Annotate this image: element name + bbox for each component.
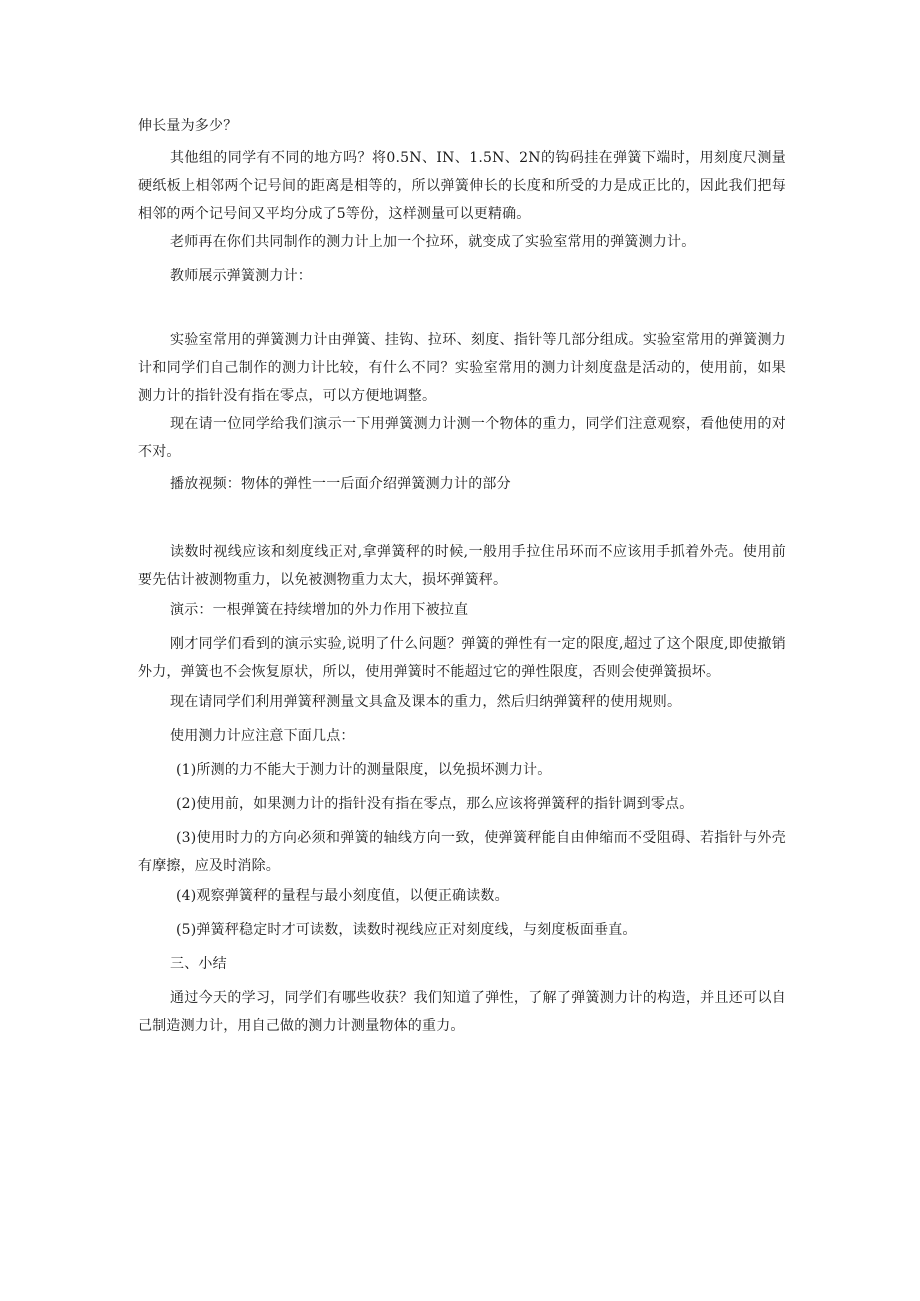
paragraph-teacher-shows: 教师展示弹簧测力计： xyxy=(170,268,312,284)
paragraph-elongation-question: 伸长量为多少？ xyxy=(138,118,238,134)
paragraph-play-video: 播放视频：物体的弹性一一后面介绍弹簧测力计的部分 xyxy=(170,476,511,492)
paragraph-reading-rules: 读数时视线应该和刻度线正对,拿弹簧秤的时候,一般用手拉住吊环而不应该用手抓着外壳。使用前要先估计被测物重力，以免被测物重力太大，损坏弹簧秤。 xyxy=(138,544,786,588)
paragraph-student-demo: 现在请一位同学给我们演示一下用弹簧测力计测一个物体的重力，同学们注意观察，看他使用的对不对。 xyxy=(138,416,786,460)
section-heading-summary: 三、小结 xyxy=(170,956,227,972)
paragraph-other-groups: 其他组的同学有不同的地方吗？将0.5N、IN、1.5N、2N的钩码挂在弹簧下端时，用刻度尺测量硬纸板上相邻两个记号间的距离是相等的，所以弹簧伸长的长度和所受的力是成正比的，因此我们把每相邻的两个记号间又平均分成了5等份，这样测量可以更精确。 xyxy=(138,150,786,222)
paragraph-notes-heading: 使用测力计应注意下面几点： xyxy=(170,728,355,744)
paragraph-lab-spring-scale: 实验室常用的弹簧测力计由弹簧、挂钩、拉环、刻度、指针等几部分组成。实验室常用的弹簧测力计和同学们自己制作的测力计比较，有什么不同？实验室常用的测力计刻度盘是活动的，使用前，如果测力计的指针没有指在零点，可以方便地调整。 xyxy=(138,332,786,404)
paragraph-elastic-limit: 刚才同学们看到的演示实验,说明了什么问题？弹簧的弹性有一定的限度,超过了这个限度,即使撤销外力，弹簧也不会恢复原状，所以，使用弹簧时不能超过它的弹性限度，否则会使弹簧损坏。 xyxy=(138,636,786,680)
paragraph-demo-spring: 演示：一根弹簧在持续增加的外力作用下被拉直 xyxy=(170,602,469,618)
list-item-rule-1: (1)所测的力不能大于测力计的测量限度，以免损坏测力计。 xyxy=(176,762,552,778)
list-item-rule-2: (2)使用前，如果测力计的指针没有指在零点，那么应该将弹簧秤的指针调到零点。 xyxy=(176,796,694,812)
list-item-rule-4: (4)观察弹簧秤的量程与最小刻度值，以便正确读数。 xyxy=(176,888,509,904)
paragraph-measure-weight: 现在请同学们利用弹簧秤测量文具盒及课本的重力，然后归纳弹簧秤的使用规则。 xyxy=(170,694,682,710)
list-item-rule-5: (5)弹簧秤稳定时才可读数，读数时视线应正对刻度线，与刻度板面垂直。 xyxy=(176,922,637,938)
paragraph-add-ring: 老师再在你们共同制作的测力计上加一个拉环，就变成了实验室常用的弹簧测力计。 xyxy=(170,234,696,250)
list-item-rule-3: (3)使用时力的方向必须和弹簧的轴线方向一致，使弹簧秤能自由伸缩而不受阻碍、若指针与外壳有摩擦，应及时消除。 xyxy=(138,830,786,874)
paragraph-summary: 通过今天的学习，同学们有哪些收获？我们知道了弹性，了解了弹簧测力计的构造，并且还可以自己制造测力计，用自己做的测力计测量物体的重力。 xyxy=(138,990,786,1034)
